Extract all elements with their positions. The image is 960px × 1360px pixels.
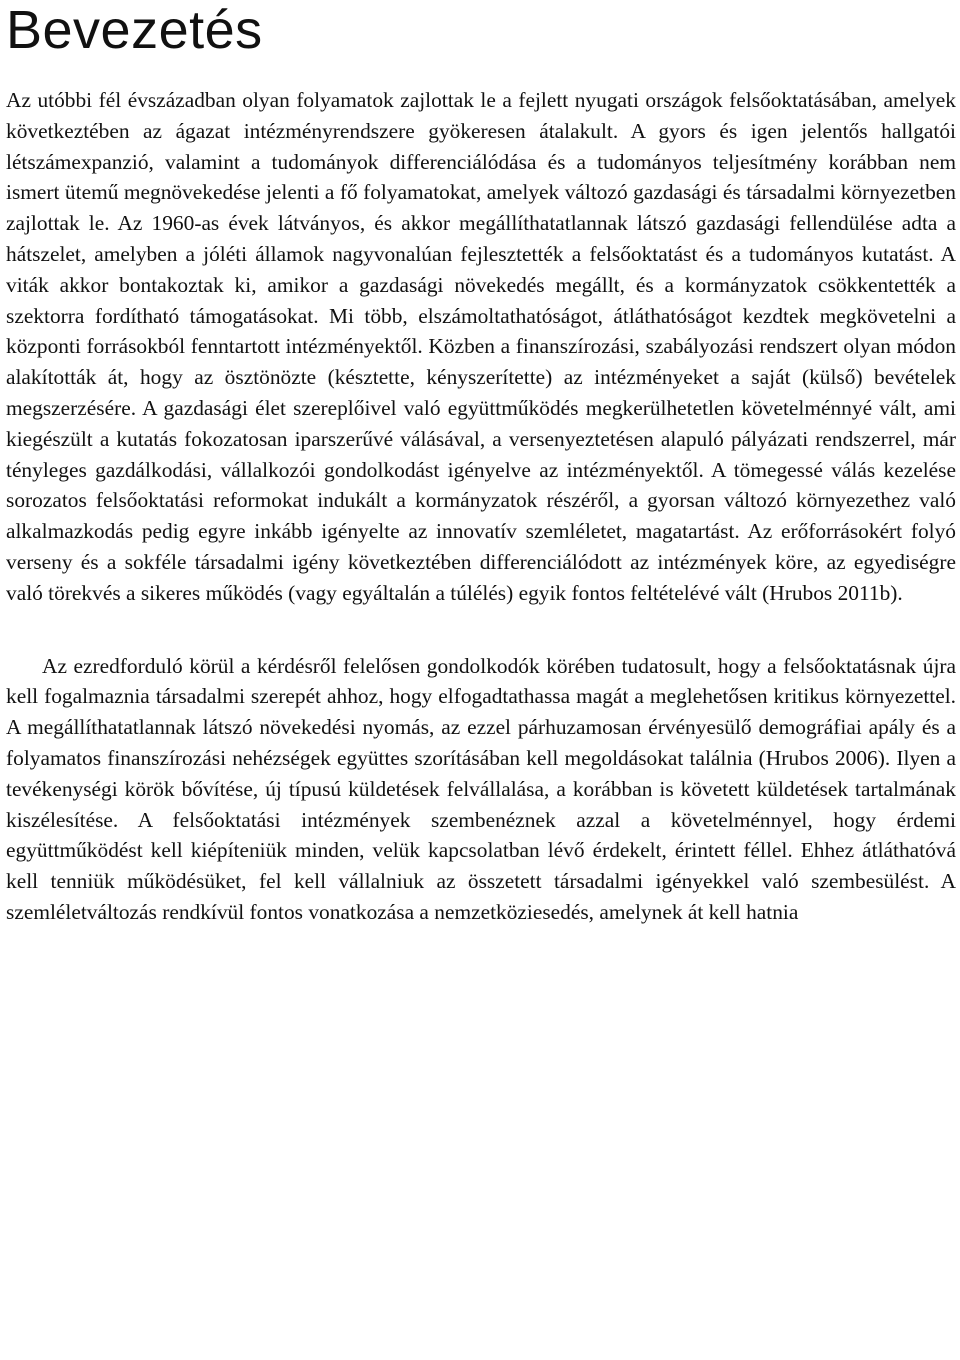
paragraph-1: Az utóbbi fél évszázadban olyan folyamatok zajlottak le a fejlett nyugati országok felsőoktatásában, amelyek következtében az ágazat intézményrendszere gyökeresen átalakult. A gyors és igen jelentős hallgatói létszámexpanzió, valamint a tudományok differenciálódása és a tudományos teljesítmény korábban nem ismert ütemű megnövekedése jelenti a fő folyamatokat, amelyek változó gazdasági és társadalmi környezetben zajlottak le. Az 1960-as évek látványos, és akkor megállíthatatlannak látszó gazdasági fellendülése adta a hátszelet, amelyben a jóléti államok nagyvonalúan fejlesztették a felsőoktatást és a tudományos kutatást. A viták akkor bontakoztak ki, amikor a gazdasági növekedés megállt, és a kormányzatok csökkentették a szektorra fordítható támogatásokat. Mi több, elszámoltathatóságot, átláthatóságot kezdtek megkövetelni a központi forrásokból fenntartott intézményektől. Közben a finanszírozási, szabályozási rendszert olyan módon alakították át, hogy az ösztönözte (késztette, kényszerítette) az intézményeket a saját (külső) bevételek megszerzésére. A gazdasági élet szereplőivel való együttműködés megkerülhetetlen követelménnyé vált, ami kiegészült a kutatás fokozatosan iparszerűvé válásával, a versenyeztetésen alapuló pályázati rendszerrel, már tényleges gazdálkodási, vállalkozói gondolkodást igényelve az intézményektől. A tömegessé válás kezelése sorozatos felsőoktatási reformokat indukált a kormányzatok részéről, a gyorsan változó környezethez való alkalmazkodás pedig egyre inkább igényelte az innovatív szemléletet, magatartást. Az erőforrásokért folyó verseny és a sokféle társadalmi igény következtében differenciálódott az intézmények köre, az egyediségre való törekvés a sikeres működés (vagy egyáltalán a túlélés) egyik fontos feltételévé vált (Hrubos 2011b).	[6, 88, 956, 605]
document-page	[6, 0, 956, 928]
paragraph-2: Az ezredforduló körül a kérdésről felelősen gondolkodók körében tudatosult, hogy a felsőoktatásnak újra kell fogalmaznia társadalmi szerepét ahhoz, hogy elfogadtathassa magát a meglehetősen kritikus környezettel. A megállíthatatlannak látszó növekedési nyomás, az ezzel párhuzamosan érvényesülő demográfiai apály és a folyamatos finanszírozási nehézségek együttes szorításában kell megoldásokat találnia (Hrubos 2006). Ilyen a tevékenységi körök bővítése, új típusú küldetések felvállalása, a korábban is követett küldetések tartalmának kiszélesítése. A felsőoktatási intézmények szembenéznek azzal a követelménnyel, hogy érdemi együttműködést kell kiépíteniük minden, velük kapcsolatban lévő érdekelt, érintett féllel. Ehhez átláthatóvá kell tenniük működésüket, fel kell vállalniuk az összetett társadalmi igényekkel való szembesülést. A szemléletváltozás rendkívül fontos vonatkozása a nemzetköziesedés, amelynek át kell hatnia	[6, 653, 956, 924]
chapter-title: Bevezetés	[6, 0, 263, 60]
